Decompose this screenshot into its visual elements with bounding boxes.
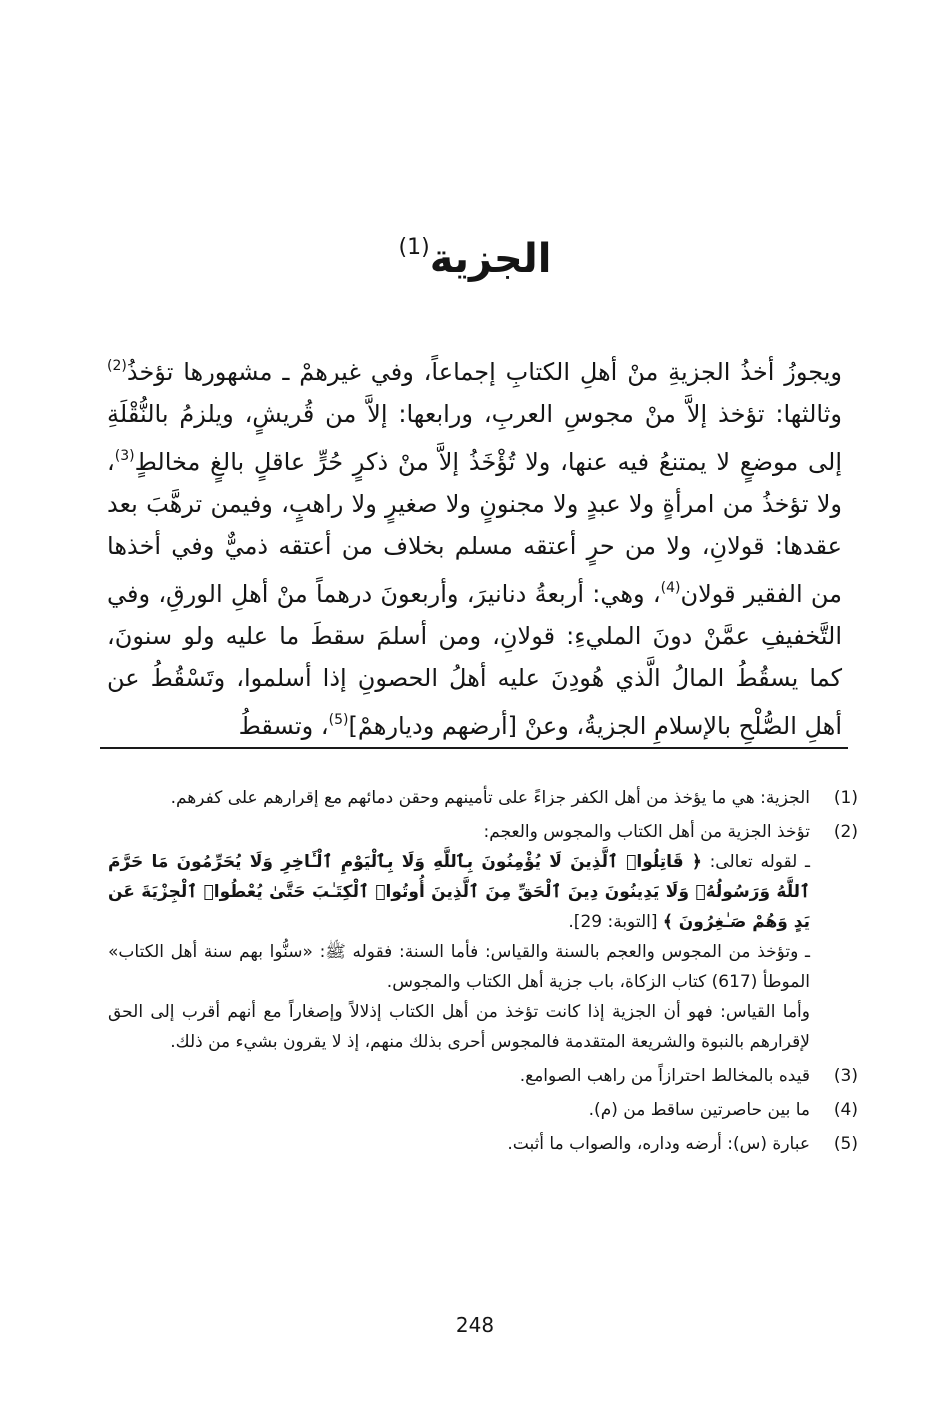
footnote-2-sunnah: ـ وتؤخذ من المجوس والعجم بالسنة والقياس: فأما السنة: فقوله ﷺ: «سنُّوا بهم سنة أهل الكتاب» الموطأ (617) كتاب الزكاة، باب جزية أهل الكتاب والمجوس. — [108, 942, 810, 992]
footnote-ref-3: (3) — [114, 448, 135, 464]
footnote-2-quran-line — [108, 847, 810, 937]
footnote-2-qiyas: وأما القياس: فهو أن الجزية إذا كانت تؤخذ من أهل الكتاب إذلالاً وإصغاراً مع أنهم أقرب إلى الحق لإقرارهم بالنبوة والشريعة المتقدمة فالمجوس أحرى بذلك منهم، إذ لا يقرون بشيء من ذلك. — [108, 1002, 810, 1052]
footnote-number: (3) — [833, 1066, 858, 1086]
footnote-4-text: ما بين حاصرتين ساقط من (م). — [588, 1100, 810, 1120]
footnote-text — [108, 1129, 810, 1159]
footnote-3 — [108, 1061, 858, 1091]
footnote-ref-1: (1) — [398, 235, 430, 260]
body-segment-5: ، وتسقطُ — [238, 712, 329, 740]
chapter-title — [0, 218, 950, 289]
footnote-divider — [100, 747, 848, 749]
footnote-number: (4) — [833, 1100, 858, 1120]
footnotes — [108, 783, 858, 1163]
body-segment-3: ، ولا تؤخذُ من امرأةٍ ولا عبدٍ ولا مجنونٍ ولا صغيرٍ ولا راهبٍ، وفيمن ترهَّبَ بعد عقدها: قولانِ، ولا من حرٍ أعتقه مسلم بخلاف من أعتقه ذميٌّ وفي أخذها من الفقير قولان — [107, 448, 843, 608]
body-paragraph — [107, 345, 842, 747]
footnote-5-text: عبارة (س): أرضه وداره، والصواب ما أثبت. — [507, 1134, 810, 1154]
quran-reference: [التوبة: 29]. — [568, 912, 663, 932]
footnote-number: (5) — [833, 1134, 858, 1154]
footnote-text — [108, 817, 810, 1057]
footnote-text — [108, 1061, 810, 1091]
body-segment-1: ويجوزُ أخذُ الجزيةِ منْ أهلِ الكتابِ إجماعاً، وفي غيرهمْ ـ مشهورها تؤخذُ — [126, 358, 842, 386]
footnote-5 — [108, 1129, 858, 1159]
quran-prefix: ـ لقوله تعالى: — [701, 852, 810, 872]
chapter-title-text: الجزية — [429, 236, 552, 282]
footnote-2 — [108, 817, 858, 1057]
footnote-number: (2) — [833, 822, 858, 842]
footnote-number: (1) — [833, 788, 858, 808]
footnote-text — [108, 783, 810, 813]
page-number: 248 — [455, 1313, 495, 1337]
footnote-4 — [108, 1095, 858, 1125]
quran-verse: ﴿ قَاتِلُوا۟ ٱلَّذِينَ لَا يُؤْمِنُونَ بِٱللَّهِ وَلَا بِٱلْيَوْمِ ٱلْـَٔاخِرِ وَلَا يُحَرِّمُونَ مَا حَرَّمَ ٱللَّهُ وَرَسُولُهُۥ وَلَا يَدِينُونَ دِينَ ٱلْحَقِّ مِنَ ٱلَّذِينَ أُوتُوا۟ ٱلْكِتَـٰبَ حَتَّىٰ يُعْطُوا۟ ٱلْجِزْيَةَ عَن يَدٍ وَهُمْ صَـٰغِرُونَ ﴾ — [108, 852, 810, 932]
footnote-ref-4: (4) — [660, 580, 681, 596]
footnote-3-text: قيده بالمخالط احترازاً من راهب الصوامع. — [519, 1066, 810, 1086]
footnote-text — [108, 1095, 810, 1125]
footnote-2-intro: تؤخذ الجزية من أهل الكتاب والمجوس والعجم: — [483, 822, 810, 842]
footnote-1-text: الجزية: هي ما يؤخذ من أهل الكفر جزاءً على تأمينهم وحقن دمائهم مع إقرارهم على كفرهم. — [170, 788, 810, 808]
body-segment-4: ، وهي: أربعةُ دنانيرَ، وأربعونَ درهماً منْ أهلِ الورقِ، وفي التَّخفيفِ عمَّنْ دونَ المليءِ: قولانِ، ومن أسلمَ سقطَ ما عليه ولو سنونَ، كما يسقُطُ المالُ الَّذي هُودِنَ عليه أهلُ الحصونِ إذا أسلموا، وتَسْقُطُ عن أهلِ الصُّلْحِ بالإسلامِ الجزيةُ، وعنْ [أرضهم وديارهمْ] — [107, 580, 842, 740]
footnote-ref-2: (2) — [107, 358, 127, 374]
footnote-1 — [108, 783, 858, 813]
body-segment-2: وثالثها: تؤخذ إلاَّ منْ مجوسِ العربِ، ورابعها: إلاَّ من قُريشٍ، ويلزمُ بالنُّقْلَةِ إلى موضعٍ لا يمتنعُ فيه عنها، ولا تُؤْخَذُ إلاَّ منْ ذكرٍ حُرٍّ عاقلٍ بالغٍ مخالطٍ — [107, 400, 842, 476]
footnote-ref-5: (5) — [328, 712, 349, 728]
